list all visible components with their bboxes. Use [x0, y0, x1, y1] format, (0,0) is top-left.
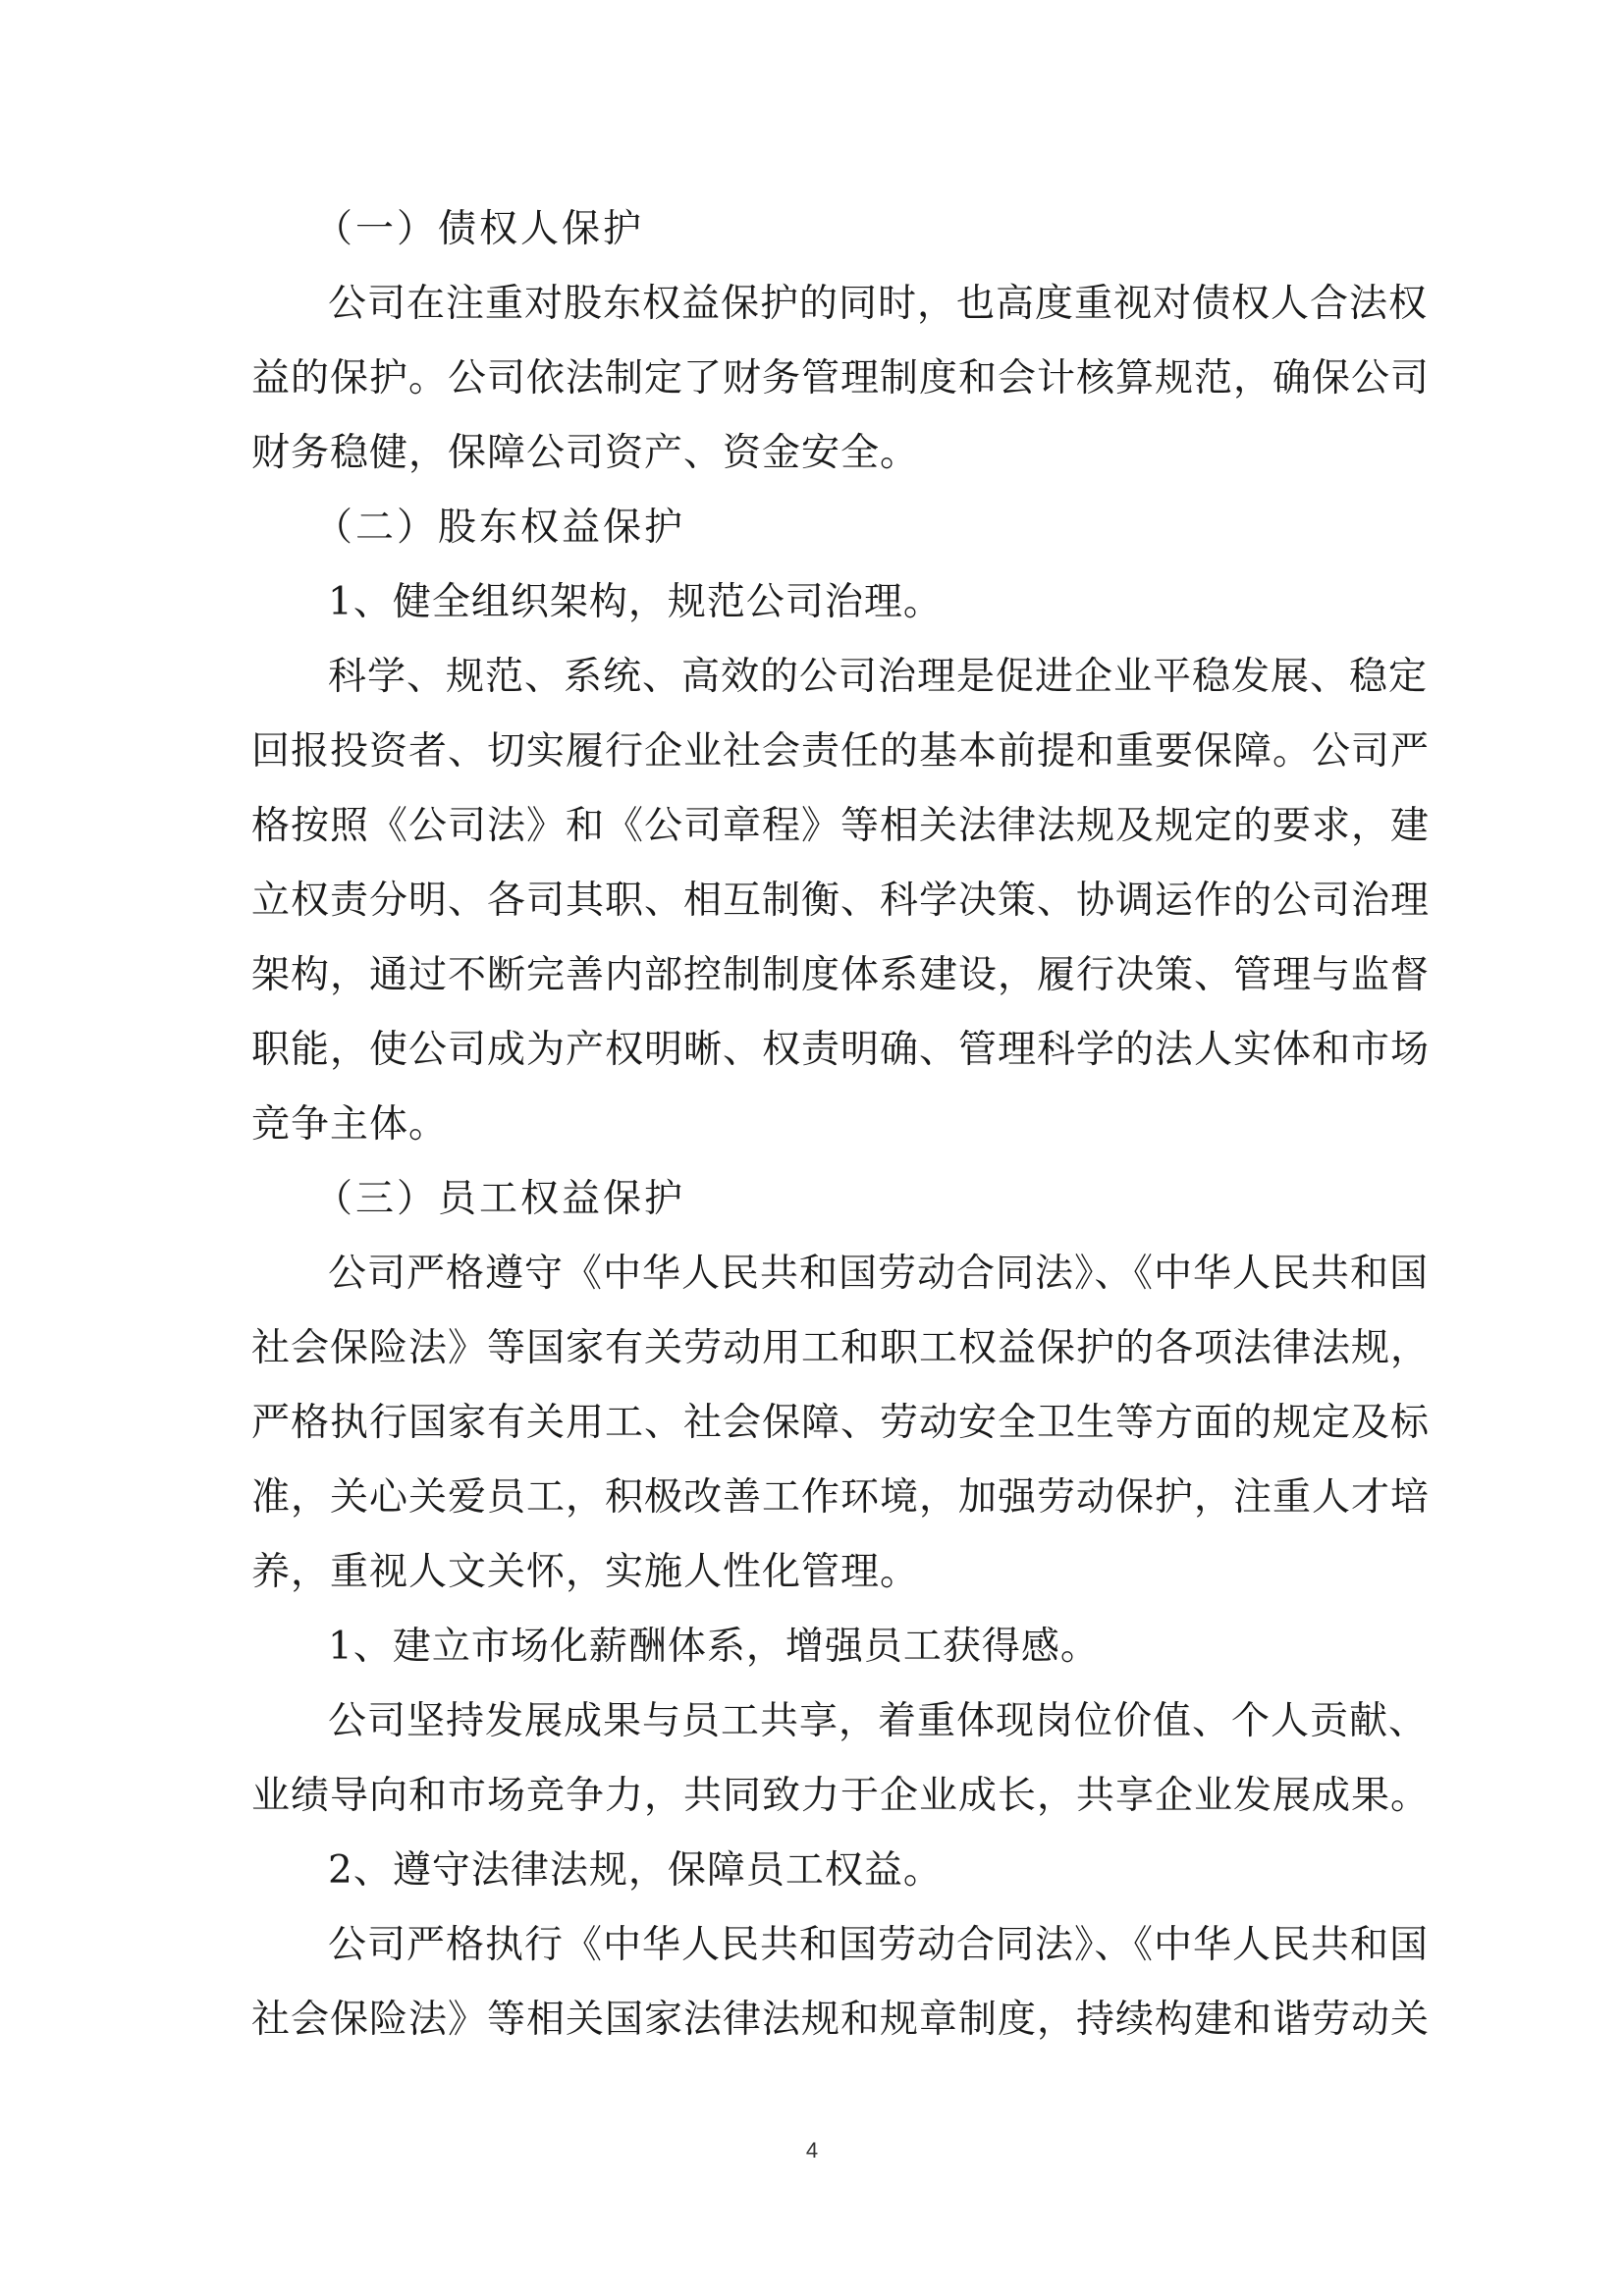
page-number: 4 — [805, 2138, 819, 2163]
paragraph-line: 架构，通过不断完善内部控制制度体系建设，履行决策、管理与监督 — [251, 953, 1431, 997]
paragraph-line: 公司坚持发展成果与员工共享，着重体现岗位价值、个人贡献、 — [328, 1699, 1429, 1743]
paragraph-line: 准，关心关爱员工，积极改善工作环境，加强劳动保护，注重人才培 — [251, 1475, 1431, 1520]
paragraph-line: 立权责分明、各司其职、相互制衡、科学决策、协调运作的公司治理 — [251, 879, 1431, 923]
paragraph-line: 财务稳健，保障公司资产、资金安全。 — [251, 431, 920, 475]
paragraph-line: 竞争主体。 — [251, 1102, 449, 1147]
paragraph-line: 公司严格遵守《中华人民共和国劳动合同法》、《中华人民共和国 — [328, 1252, 1430, 1296]
paragraph-line: 职能，使公司成为产权明晰、权责明确、管理科学的法人实体和市场 — [251, 1028, 1431, 1072]
paragraph-line: 业绩导向和市场竞争力，共同致力于企业成长，共享企业发展成果。 — [251, 1774, 1431, 1818]
list-item-heading: 1、建立市场化薪酬体系，增强员工获得感。 — [328, 1625, 1100, 1669]
paragraph-line: 严格执行国家有关用工、社会保障、劳动安全卫生等方面的规定及标 — [251, 1401, 1431, 1445]
section-heading: （一）债权人保护 — [314, 207, 645, 251]
paragraph-line: 社会保险法》等相关国家法律法规和规章制度，持续构建和谐劳动关 — [251, 1998, 1431, 2042]
section-heading: （三）员工权益保护 — [314, 1177, 686, 1221]
list-item-heading: 1、健全组织架构，规范公司治理。 — [328, 580, 943, 624]
paragraph-line: 益的保护。公司依法制定了财务管理制度和会计核算规范，确保公司 — [251, 356, 1431, 400]
paragraph-line: 科学、规范、系统、高效的公司治理是促进企业平稳发展、稳定 — [328, 655, 1429, 699]
paragraph-line: 格按照《公司法》和《公司章程》等相关法律法规及规定的要求，建 — [251, 804, 1431, 848]
list-item-heading: 2、遵守法律法规，保障员工权益。 — [328, 1848, 943, 1893]
paragraph-line: 公司在注重对股东权益保护的同时，也高度重视对债权人合法权 — [328, 282, 1429, 326]
paragraph-line: 社会保险法》等国家有关劳动用工和职工权益保护的各项法律法规， — [251, 1326, 1431, 1370]
paragraph-line: 回报投资者、切实履行企业社会责任的基本前提和重要保障。公司严 — [251, 729, 1431, 774]
paragraph-line: 公司严格执行《中华人民共和国劳动合同法》、《中华人民共和国 — [328, 1923, 1430, 1967]
section-heading: （二）股东权益保护 — [314, 506, 686, 550]
document-body — [251, 192, 1431, 2057]
paragraph-line: 养，重视人文关怀，实施人性化管理。 — [251, 1550, 920, 1594]
